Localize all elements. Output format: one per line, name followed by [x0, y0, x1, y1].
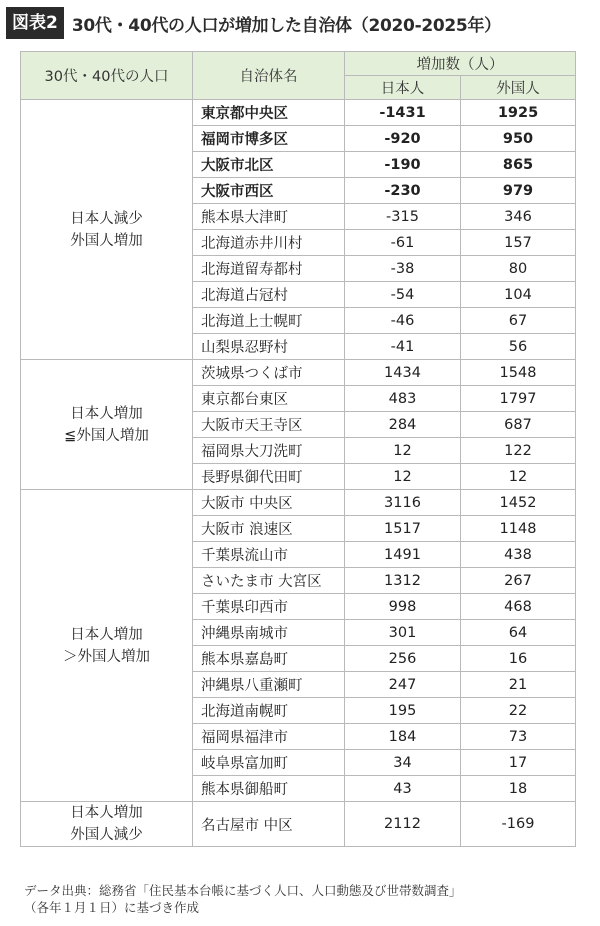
japanese-value-cell: 998 — [345, 594, 461, 620]
municipality-cell: 福岡県大刀洗町 — [193, 438, 345, 464]
foreign-value-cell: 865 — [461, 152, 576, 178]
group-label — [21, 490, 193, 802]
municipality-cell: 大阪市 浪速区 — [193, 516, 345, 542]
japanese-value-cell: 2112 — [345, 802, 461, 847]
group-label-line-1: 日本人増加 — [70, 405, 143, 422]
japanese-value-cell: 483 — [345, 386, 461, 412]
foreign-value-cell: 22 — [461, 698, 576, 724]
japanese-value-cell: 34 — [345, 750, 461, 776]
foreign-value-cell: 468 — [461, 594, 576, 620]
japanese-value-cell: 1434 — [345, 360, 461, 386]
japanese-value-cell: -230 — [345, 178, 461, 204]
japanese-value-cell: -41 — [345, 334, 461, 360]
foreign-value-cell: 18 — [461, 776, 576, 802]
municipality-cell: 熊本県嘉島町 — [193, 646, 345, 672]
japanese-value-cell: 43 — [345, 776, 461, 802]
municipality-cell: 北海道占冠村 — [193, 282, 345, 308]
foreign-value-cell: 56 — [461, 334, 576, 360]
foreign-value-cell: 16 — [461, 646, 576, 672]
source-note-line-2: （各年１月１日）に基づき作成 — [24, 900, 200, 915]
japanese-value-cell: -46 — [345, 308, 461, 334]
source-note — [24, 882, 584, 916]
table-row — [21, 100, 576, 126]
table-row — [21, 360, 576, 386]
foreign-value-cell: 17 — [461, 750, 576, 776]
foreign-value-cell: 1148 — [461, 516, 576, 542]
municipality-cell: 沖縄県南城市 — [193, 620, 345, 646]
japanese-value-cell: 1491 — [345, 542, 461, 568]
group-label-line-2: 外国人増加 — [70, 232, 143, 249]
municipality-cell: 熊本県大津町 — [193, 204, 345, 230]
municipality-cell: 沖縄県八重瀬町 — [193, 672, 345, 698]
municipality-cell: 北海道上士幌町 — [193, 308, 345, 334]
japanese-value-cell: 184 — [345, 724, 461, 750]
foreign-value-cell: 104 — [461, 282, 576, 308]
japanese-value-cell: 12 — [345, 464, 461, 490]
municipality-cell: 山梨県忍野村 — [193, 334, 345, 360]
group-label — [21, 100, 193, 360]
foreign-value-cell: 73 — [461, 724, 576, 750]
group-label-line-2: ≦外国人増加 — [64, 427, 149, 444]
foreign-value-cell: 438 — [461, 542, 576, 568]
municipality-cell: 茨城県つくば市 — [193, 360, 345, 386]
municipality-cell: 福岡県福津市 — [193, 724, 345, 750]
foreign-value-cell: 64 — [461, 620, 576, 646]
municipality-column-header: 自治体名 — [193, 52, 345, 100]
foreign-column-header: 外国人 — [461, 76, 576, 100]
group-label — [21, 802, 193, 847]
municipality-cell: 北海道赤井川村 — [193, 230, 345, 256]
foreign-value-cell: 122 — [461, 438, 576, 464]
figure-header — [6, 6, 594, 40]
municipality-cell: 大阪市 中央区 — [193, 490, 345, 516]
group-label-line-1: 日本人増加 — [70, 805, 143, 821]
foreign-value-cell: 1925 — [461, 100, 576, 126]
foreign-value-cell: 1797 — [461, 386, 576, 412]
municipality-cell: 千葉県流山市 — [193, 542, 345, 568]
municipality-cell: 北海道南幌町 — [193, 698, 345, 724]
japanese-value-cell: -38 — [345, 256, 461, 282]
municipality-cell: 東京都中央区 — [193, 100, 345, 126]
foreign-value-cell: 21 — [461, 672, 576, 698]
japanese-value-cell: 3116 — [345, 490, 461, 516]
group-label — [21, 360, 193, 490]
japanese-value-cell: 301 — [345, 620, 461, 646]
municipality-cell: さいたま市 大宮区 — [193, 568, 345, 594]
japanese-value-cell: -54 — [345, 282, 461, 308]
municipality-cell: 東京都台東区 — [193, 386, 345, 412]
japanese-value-cell: 195 — [345, 698, 461, 724]
japanese-column-header: 日本人 — [345, 76, 461, 100]
category-column-header: 30代・40代の人口 — [21, 52, 193, 100]
municipality-cell: 名古屋市 中区 — [193, 802, 345, 847]
municipality-cell: 熊本県御船町 — [193, 776, 345, 802]
japanese-value-cell: -315 — [345, 204, 461, 230]
foreign-value-cell: 1452 — [461, 490, 576, 516]
foreign-value-cell: 67 — [461, 308, 576, 334]
foreign-value-cell: 1548 — [461, 360, 576, 386]
japanese-value-cell: 247 — [345, 672, 461, 698]
group-label-line-1: 日本人増加 — [70, 626, 143, 643]
group-label-line-2: 外国人減少 — [70, 827, 143, 843]
municipality-cell: 長野県御代田町 — [193, 464, 345, 490]
municipality-cell: 北海道留寿都村 — [193, 256, 345, 282]
foreign-value-cell: 346 — [461, 204, 576, 230]
municipality-cell: 千葉県印西市 — [193, 594, 345, 620]
municipality-table — [20, 51, 576, 847]
foreign-value-cell: -169 — [461, 802, 576, 847]
foreign-value-cell: 267 — [461, 568, 576, 594]
japanese-value-cell: 284 — [345, 412, 461, 438]
table-row — [21, 802, 576, 847]
foreign-value-cell: 979 — [461, 178, 576, 204]
municipality-cell: 大阪市北区 — [193, 152, 345, 178]
municipality-cell: 大阪市西区 — [193, 178, 345, 204]
table-row — [21, 490, 576, 516]
japanese-value-cell: -920 — [345, 126, 461, 152]
japanese-value-cell: 12 — [345, 438, 461, 464]
japanese-value-cell: 256 — [345, 646, 461, 672]
figure-label: 図表2 — [6, 7, 64, 39]
table-body — [21, 100, 576, 847]
municipality-cell: 福岡市博多区 — [193, 126, 345, 152]
foreign-value-cell: 157 — [461, 230, 576, 256]
foreign-value-cell: 950 — [461, 126, 576, 152]
japanese-value-cell: 1517 — [345, 516, 461, 542]
municipality-cell: 大阪市天王寺区 — [193, 412, 345, 438]
japanese-value-cell: -1431 — [345, 100, 461, 126]
source-note-line-1: データ出典：総務省「住民基本台帳に基づく人口、人口動態及び世帯数調査」 — [24, 883, 462, 898]
foreign-value-cell: 687 — [461, 412, 576, 438]
increase-column-header: 増加数（人） — [345, 52, 576, 76]
japanese-value-cell: -61 — [345, 230, 461, 256]
group-label-line-2: ＞外国人増加 — [63, 648, 150, 665]
foreign-value-cell: 80 — [461, 256, 576, 282]
group-label-line-1: 日本人減少 — [70, 210, 143, 227]
japanese-value-cell: -190 — [345, 152, 461, 178]
japanese-value-cell: 1312 — [345, 568, 461, 594]
foreign-value-cell: 12 — [461, 464, 576, 490]
figure-title: 30代・40代の人口が増加した自治体（2020-2025年） — [71, 15, 501, 36]
municipality-cell: 岐阜県富加町 — [193, 750, 345, 776]
